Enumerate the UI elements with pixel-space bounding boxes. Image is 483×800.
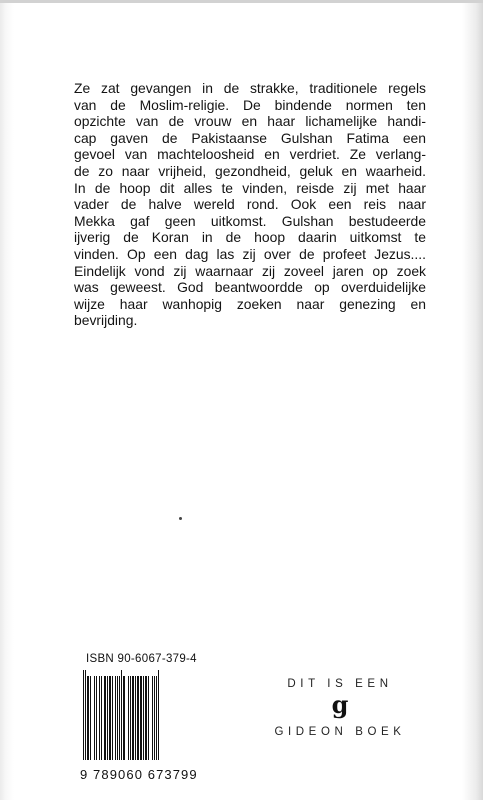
blurb-line-13: was geweest. God beantwoordde op overduidelijke bbox=[74, 279, 426, 296]
blurb-line-2: van de Moslim-religie. De bindende normen ten bbox=[74, 96, 426, 113]
blurb-line-7: In de hoop dit alles te vinden, reisde zij met haar bbox=[74, 179, 426, 196]
barcode bbox=[83, 670, 192, 760]
cover-top-edge bbox=[0, 0, 483, 3]
back-cover-blurb bbox=[74, 80, 426, 329]
blurb-line-5: gevoel van machteloosheid en verdriet. Ze verlang- bbox=[74, 146, 426, 163]
barcode-digits: 9 789060 673799 bbox=[80, 767, 198, 782]
blurb-line-4: cap gaven de Pakistaanse Gulshan Fatima een bbox=[74, 129, 426, 146]
blurb-line-14: wijze haar wanhopig zoeken naar genezing en bbox=[74, 295, 426, 312]
publisher-imprint bbox=[252, 678, 428, 738]
barcode-bar bbox=[159, 670, 161, 760]
blurb-line-10: ijverig de Koran in de hoop daarin uitkomst te bbox=[74, 229, 426, 246]
blurb-line-3: opzichte van de vrouw en haar lichamelijke handi- bbox=[74, 113, 426, 130]
print-speck bbox=[179, 517, 182, 520]
isbn-label: ISBN 90-6067-379-4 bbox=[86, 653, 197, 665]
publisher-line-1: DIT IS EEN bbox=[287, 678, 393, 690]
publisher-line-2: GIDEON BOEK bbox=[274, 726, 406, 738]
blurb-line-11: vinden. Op een dag las zij over de profeet Jezus.... bbox=[74, 245, 426, 262]
blurb-line-9: Mekka gaf geen uitkomst. Gulshan bestudeerde bbox=[74, 212, 426, 229]
blurb-line-6: de zo naar vrijheid, gezondheid, geluk en waarheid. bbox=[74, 162, 426, 179]
blurb-line-12: Eindelijk vond zij waarnaar zij zoveel jaren op zoek bbox=[74, 262, 426, 279]
blurb-line-8: vader de halve wereld rond. Ook een reis naar bbox=[74, 196, 426, 213]
blurb-line-1: Ze zat gevangen in de strakke, traditionele regels bbox=[74, 80, 426, 96]
gideon-logo-icon: g bbox=[331, 690, 349, 719]
blurb-line-15: bevrijding. bbox=[74, 312, 138, 329]
